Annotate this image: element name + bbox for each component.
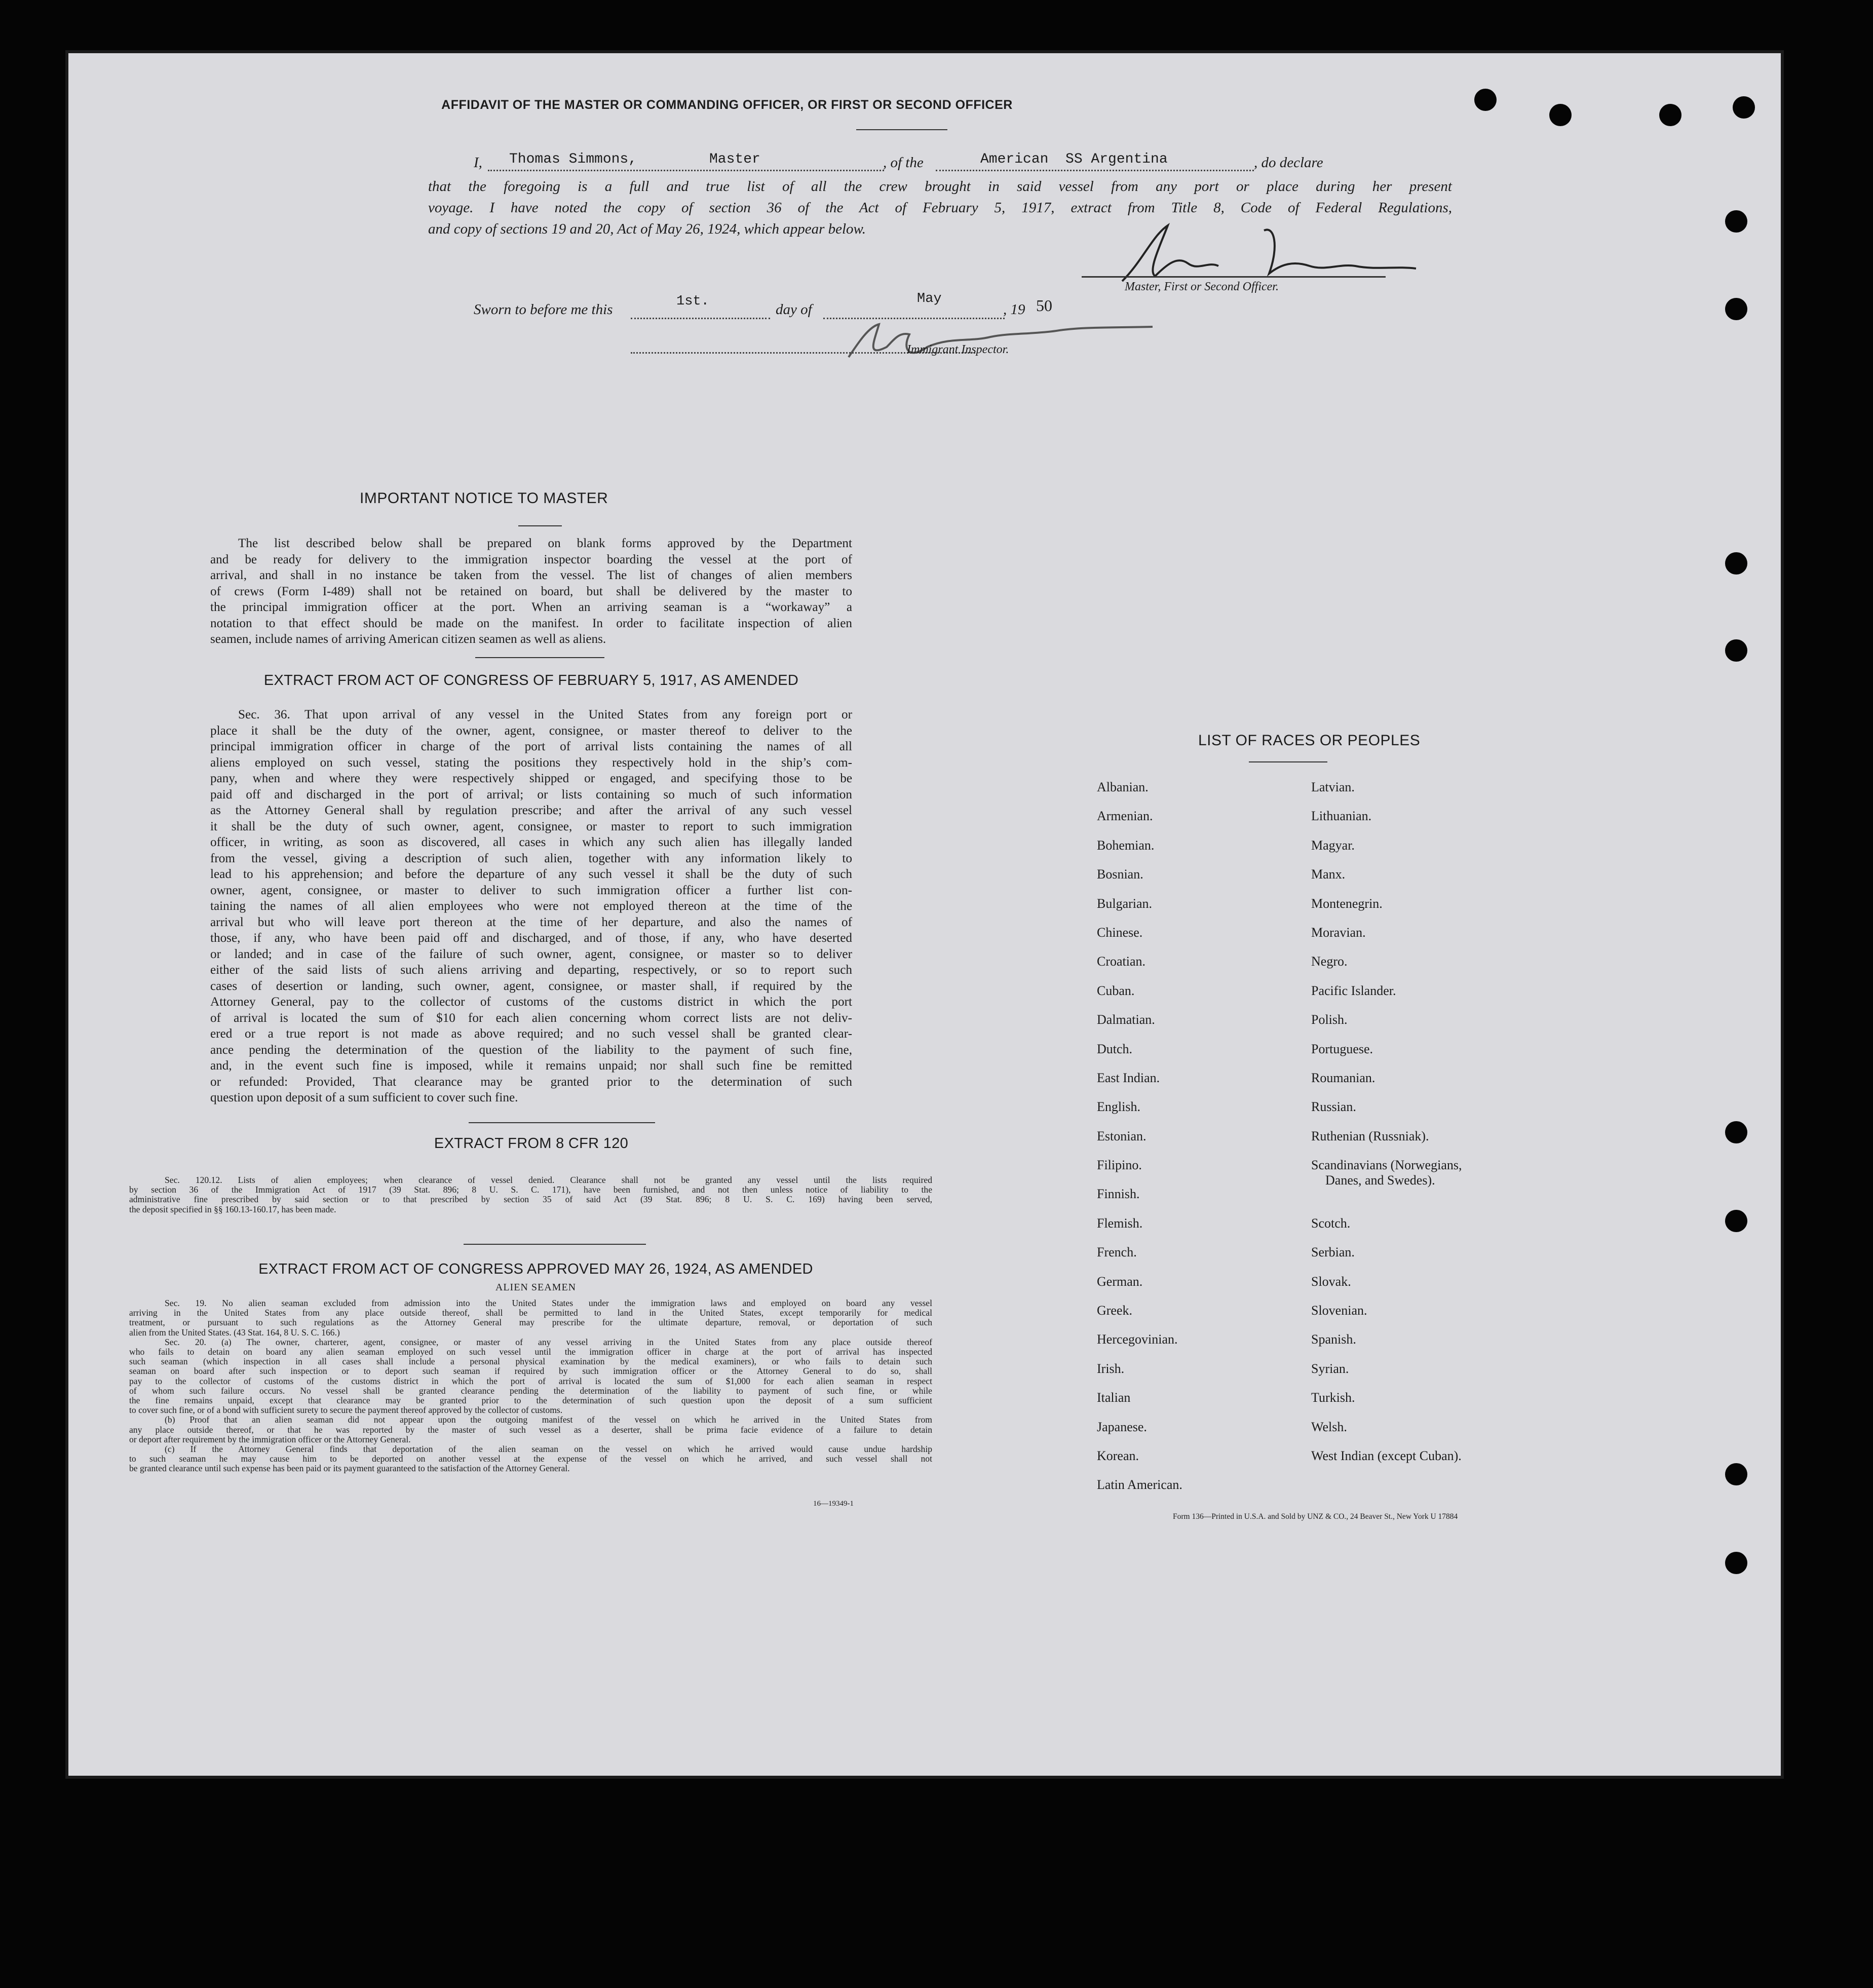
races-left-column	[1097, 780, 1182, 1507]
punch-hole-icon	[1725, 1463, 1747, 1485]
extract-cfr-line: the deposit specified in §§ 160.13-160.17, has been made.	[129, 1204, 336, 1214]
extract-1917-line: those, if any, who have been paid off and discharged, and of those, if any, who have deserted	[210, 931, 852, 945]
notice-body	[210, 536, 852, 647]
race-item: Greek.	[1097, 1303, 1133, 1318]
master-signature-caption: Master, First or Second Officer.	[1125, 280, 1279, 293]
extract-1917-line: ered or a true report is not made as above required; and no such vessel shall be granted clear-	[210, 1027, 852, 1041]
extract-1924-line: Sec. 20. (a) The owner, charterer, agent, consignee, or master of any vessel arriving in the United States from any place outside thereof	[165, 1336, 932, 1347]
race-item: Russian.	[1311, 1099, 1356, 1115]
extract-1917-line: as the Attorney General shall by regulation prescribe; and after the arrival of any such vessel	[210, 804, 852, 817]
race-item: Serbian.	[1311, 1245, 1355, 1260]
master-rank-field: Master	[709, 151, 760, 167]
extract-1924-line: any place outside thereof, or that he was reported by the master of such vessel as a deserter, shall be prima facie evidence of a failure to detain	[129, 1424, 932, 1435]
extract-1917-body	[210, 707, 852, 1106]
extract-1917-line: cases of desertion or landing, such owner, agent, consignee, or master shall, if required by the	[210, 979, 852, 993]
race-item: Armenian.	[1097, 809, 1153, 824]
race-item: Cuban.	[1097, 983, 1135, 998]
notice-line: seamen, include names of arriving American citizen seamen as well as aliens.	[210, 632, 606, 646]
extract-1924-subtitle: ALIEN SEAMEN	[495, 1282, 577, 1293]
extract-cfr-line: Sec. 120.12. Lists of alien employees; when clearance of vessel denied. Clearance shall not be granted any vessel until the lists required	[165, 1175, 932, 1185]
extract-cfr-line: by section 36 of the Immigration Act of 1917 (39 Stat. 896; 8 U. S. C. 171), have been furnished, and not then unless notice of liability to the	[129, 1184, 932, 1195]
master-name-field: Thomas Simmons,	[509, 151, 637, 167]
punch-hole-icon	[1725, 1210, 1747, 1232]
extract-1917-line: owner, agent, consignee, or master to deliver to such immigration officer a further list con-	[210, 883, 852, 897]
extract-cfr-line: administrative fine prescribed by said section or to that prescribed by section 35 of said Act (39 Stat. 896; 8 U. S. C. 169) having been served,	[129, 1194, 932, 1205]
extract-1924-title: EXTRACT FROM ACT OF CONGRESS APPROVED MAY 26, 1924, AS AMENDED	[258, 1261, 813, 1277]
race-item: Irish.	[1097, 1361, 1125, 1376]
punch-hole-icon	[1549, 104, 1572, 126]
race-item-scandinavians	[1311, 1158, 1462, 1216]
race-item: Manx.	[1311, 867, 1346, 882]
affidavit-line-2: that the foregoing is a full and true list of all the crew brought in said vessel from any port or place during her present	[428, 178, 1452, 195]
race-item: Scandinavians (Norwegians,	[1311, 1158, 1462, 1173]
extract-1924-line: or deport after requirement by the immigration officer or the Attorney General.	[129, 1434, 411, 1444]
sworn-prefix: Sworn to before me this	[474, 301, 613, 318]
race-item: Albanian.	[1097, 780, 1149, 794]
race-item: Scotch.	[1311, 1215, 1351, 1231]
race-item: Finnish.	[1097, 1187, 1140, 1202]
year-field: 50	[1036, 296, 1052, 315]
section-divider	[475, 657, 604, 658]
extract-1917-line: principal immigration officer in charge of the port of arrival lists containing the names of all	[210, 740, 852, 753]
notice-line: The list described below shall be prepared on blank forms approved by the Department	[238, 537, 852, 550]
race-item: Latin American.	[1097, 1477, 1182, 1493]
blank-line	[488, 170, 884, 171]
extract-1917-line: ance pending the determination of the question of the liability to the payment of such fine,	[210, 1043, 852, 1057]
inspector-caption: Immigrant Inspector.	[907, 343, 1009, 356]
race-item: English.	[1097, 1099, 1140, 1115]
punch-hole-icon	[1725, 1552, 1747, 1574]
race-item: West Indian (except Cuban).	[1311, 1448, 1462, 1463]
race-item: Bohemian.	[1097, 837, 1155, 853]
race-item: Korean.	[1097, 1448, 1139, 1463]
notice-line: notation to that effect should be made on the manifest. In order to facilitate inspection of alien	[210, 616, 852, 630]
race-item: Japanese.	[1097, 1419, 1147, 1434]
notice-line: and be ready for delivery to the immigration inspector boarding the vessel at the port of	[210, 552, 852, 566]
race-item: Magyar.	[1311, 837, 1355, 853]
form-code: 16—19349-1	[813, 1500, 854, 1508]
races-title: LIST OF RACES OR PEOPLES	[1198, 732, 1421, 749]
extract-1924-line: of whom such failure occurs. No vessel shall be granted clearance pending the determination of the liability to payment of such fine, or while	[129, 1385, 932, 1396]
race-item: Italian	[1097, 1390, 1131, 1405]
affidavit-do-declare: , do declare	[1254, 155, 1323, 171]
race-item: Montenegrin.	[1311, 896, 1383, 911]
race-item: French.	[1097, 1245, 1137, 1260]
race-item: Estonian.	[1097, 1128, 1146, 1143]
extract-1924-line: to cover such fine, or of a bond with sufficient surety to secure the payment thereof approved by the collector of customs.	[129, 1405, 563, 1416]
race-item: Turkish.	[1311, 1390, 1355, 1405]
extract-1924-line: to such seaman he may cause him to be deported on another vessel at the expense of the vessel on which he arrived, and such vessel shall not	[129, 1454, 932, 1464]
section-divider	[469, 1122, 655, 1123]
extract-1917-line: pany, when and where they were respectively shipped or engaged, and specifying those to be	[210, 772, 852, 785]
race-item: Portuguese.	[1311, 1041, 1373, 1056]
extract-1917-line: aliens employed on such vessel, stating the positions they respectively hold in the ship’s com-	[210, 755, 852, 770]
extract-1917-line: Attorney General, pay to the collector of customs of the customs district in which the port	[210, 995, 852, 1009]
inspector-signature	[838, 312, 1168, 367]
extract-cfr-title: EXTRACT FROM 8 CFR 120	[434, 1135, 629, 1152]
blank-line	[936, 170, 1254, 171]
affidavit-i: I,	[474, 155, 482, 171]
races-underline	[1249, 761, 1327, 762]
extract-1924-line: the fine remains unpaid, except that clearance may be granted prior to the determination of such question upon the deposit of a sum sufficient	[129, 1395, 932, 1406]
race-item: German.	[1097, 1274, 1143, 1289]
race-item: Bulgarian.	[1097, 896, 1153, 911]
race-item: Bosnian.	[1097, 867, 1143, 882]
extract-1924-line: who fails to detain on board any alien seaman employed on such vessel until the immigration officer in charge at the port of arrival has inspected	[129, 1347, 932, 1357]
race-item: Negro.	[1311, 954, 1348, 969]
race-item: Moravian.	[1311, 925, 1366, 940]
extract-1924-line: seaman on board after such inspection or to deport such seaman if required by such immigration officer or the Attorney General to do so, shall	[129, 1366, 932, 1377]
race-item: Latvian.	[1311, 780, 1355, 794]
race-item: Hercegovinian.	[1097, 1332, 1178, 1347]
affidavit-of-the: , of the	[883, 155, 924, 171]
race-item: Polish.	[1311, 1012, 1348, 1027]
race-item: Ruthenian (Russniak).	[1311, 1128, 1429, 1143]
extract-1917-line: and, in the event such fine is imposed, while it remains unpaid; nor shall such fine be remitted	[210, 1059, 852, 1073]
master-signature-line	[1082, 276, 1386, 278]
punch-hole-icon	[1474, 89, 1497, 111]
extract-1917-line: of arrival is located the sum of $10 for each alien concerning whom correct lists are not deliv-	[210, 1011, 852, 1025]
notice-line: the principal immigration officer at the port. When an arriving seaman is a “workaway” a	[210, 600, 852, 614]
vessel-field: American SS Argentina	[980, 151, 1168, 167]
title-underline	[856, 129, 947, 130]
extract-1917-line: arrival but who will leave port thereon at the time of her departure, and also the names of	[210, 915, 852, 929]
extract-1924-line: alien from the United States. (43 Stat. 164, 8 U. S. C. 166.)	[129, 1327, 340, 1337]
race-item: Pacific Islander.	[1311, 983, 1396, 998]
race-item: Syrian.	[1311, 1361, 1349, 1376]
punch-hole-icon	[1659, 104, 1681, 126]
extract-1917-title: EXTRACT FROM ACT OF CONGRESS OF FEBRUARY 5, 1917, AS AMENDED	[263, 672, 799, 689]
race-item: Filipino.	[1097, 1158, 1142, 1173]
extract-1917-line: either of the said lists of such aliens arriving and departing, respectively, or so to report such	[210, 963, 852, 977]
race-item: East Indian.	[1097, 1070, 1160, 1085]
document-sheet	[68, 53, 1781, 1776]
race-item: Croatian.	[1097, 954, 1146, 969]
punch-hole-icon	[1725, 639, 1747, 662]
extract-1917-line: from the vessel, giving a description of such alien, together with any information likely to	[210, 851, 852, 865]
race-item-continued: Danes, and Swedes).	[1325, 1173, 1435, 1188]
extract-cfr-body	[129, 1175, 932, 1214]
notice-line: of crews (Form I-489) shall not be retained on board, but shall be delivered by the master to	[210, 584, 852, 598]
extract-1924-line: be granted clearance until such expense has been paid or its payment guaranteed to the satisfaction of the Attorney General.	[129, 1463, 570, 1474]
blank-line	[631, 318, 770, 319]
extract-1917-line: place it shall be the duty of the owner, agent, consignee, or master thereof to deliver to the	[210, 723, 852, 738]
punch-hole-icon	[1725, 210, 1747, 233]
notice-underline	[518, 525, 562, 526]
race-item: Roumanian.	[1311, 1070, 1375, 1085]
race-item: Chinese.	[1097, 925, 1143, 940]
extract-1924-line: pay to the collector of customs of the customs district in which the port of arrival is located the sum of $1,000 for each alien seaman in respect	[129, 1375, 932, 1386]
affidavit-line-4: and copy of sections 19 and 20, Act of May 26, 1924, which appear below.	[428, 221, 866, 237]
extract-1917-line: or refunded: Provided, That clearance may be granted prior to the determination of such	[210, 1075, 852, 1089]
extract-1917-line: taining the names of all alien employees who were not employed thereon at the time of the	[210, 899, 852, 913]
extract-1917-line: it shall be the duty of such owner, agent, consignee, or master to report to such immigration	[210, 819, 852, 833]
extract-1924-line: (b) Proof that an alien seaman did not appear upon the outgoing manifest of the vessel on which he arrived in the United States from	[165, 1414, 932, 1425]
day-field: 1st.	[676, 294, 709, 309]
month-field: May	[917, 291, 942, 307]
extract-1924-line: Sec. 19. No alien seaman excluded from admission into the United States under the immigration laws and employed on board any vessel	[165, 1298, 932, 1308]
race-item: Lithuanian.	[1311, 809, 1372, 824]
extract-1924-body	[129, 1298, 932, 1474]
race-item: Welsh.	[1311, 1419, 1347, 1434]
race-item: Slovak.	[1311, 1274, 1351, 1289]
notice-title: IMPORTANT NOTICE TO MASTER	[360, 490, 608, 507]
extract-1917-line: Sec. 36. That upon arrival of any vessel in the United States from any foreign port or	[238, 708, 852, 721]
extract-1924-line: treatment, or pursuant to such regulations as the Attorney General may prescribe for the ultimate departure, removal, or deportation of such	[129, 1317, 932, 1328]
extract-1924-line: arriving in the United States from any place outside thereof, shall be permitted to land in the United States, except temporarily for medical	[129, 1308, 932, 1318]
year-prefix: , 19	[1003, 301, 1025, 318]
section-divider	[464, 1244, 646, 1245]
extract-1917-line: officer, in writing, as soon as discovered, all cases in which any such alien has illegally landed	[210, 835, 852, 849]
punch-hole-icon	[1725, 298, 1747, 320]
affidavit-title: AFFIDAVIT OF THE MASTER OR COMMANDING OFFICER, OR FIRST OR SECOND OFFICER	[441, 98, 1013, 112]
extract-1917-line: or landed; and in case of the failure of such owner, agent, consignee, or master so to deliver	[210, 947, 852, 961]
notice-line: arrival, and shall in no instance be taken from the vessel. The list of changes of alien members	[210, 568, 852, 582]
extract-1917-line: paid off and discharged in the port of arrival; or lists containing so much of such information	[210, 787, 852, 801]
extract-1924-line: (c) If the Attorney General finds that deportation of the alien seaman on the vessel on which he arrived would cause undue hardship	[165, 1444, 932, 1455]
punch-hole-icon	[1725, 552, 1747, 575]
race-item: Flemish.	[1097, 1215, 1143, 1231]
race-item: Slovenian.	[1311, 1303, 1367, 1318]
punch-hole-icon	[1725, 1121, 1747, 1143]
affidavit-line-1	[474, 151, 1451, 175]
punch-hole-icon	[1733, 96, 1755, 119]
extract-1917-line: question upon deposit of a sum sufficient to cover such fine.	[210, 1091, 518, 1104]
race-item: Spanish.	[1311, 1332, 1356, 1347]
extract-1917-line: lead to his apprehension; and before the departure of any such vessel it shall be the duty of such	[210, 867, 852, 881]
races-right-column	[1311, 780, 1462, 1477]
race-item: Dutch.	[1097, 1041, 1133, 1056]
extract-1924-line: such seaman (which inspection in all cases shall include a personal physical examination by the medical examiners), or who fails to detain such	[129, 1356, 932, 1367]
race-item: Dalmatian.	[1097, 1012, 1155, 1027]
day-of-label: day of	[776, 301, 812, 318]
printer-footer: Form 136—Printed in U.S.A. and Sold by UNZ & CO., 24 Beaver St., New York U 17884	[1173, 1512, 1458, 1521]
affidavit-line-3: voyage. I have noted the copy of section 36 of the Act of February 5, 1917, extract from Title 8, Code of Federal Regulations,	[428, 200, 1452, 216]
